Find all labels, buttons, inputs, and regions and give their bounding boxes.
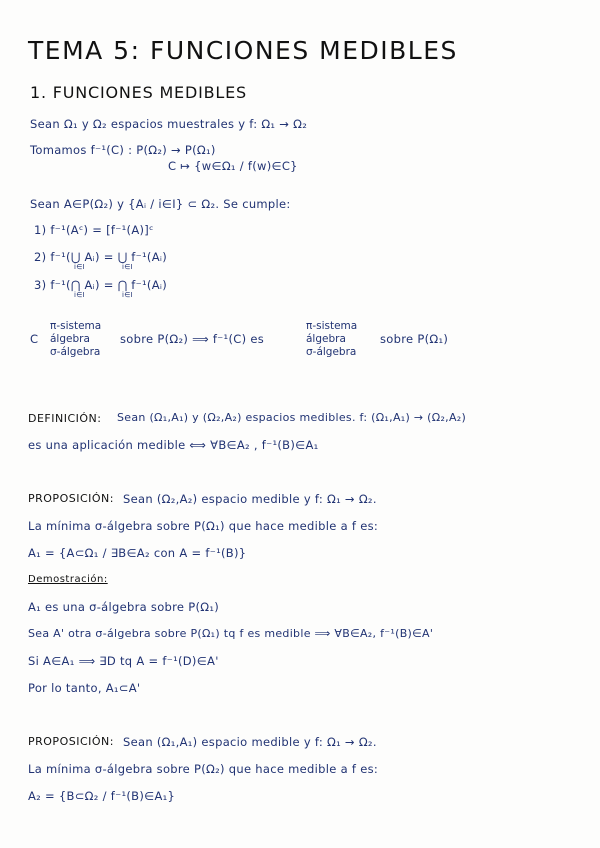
structure-stack-right (306, 320, 357, 359)
proposition1-line-2: La mínima σ-álgebra sobre P(Ω₁) que hace medible a f es: (28, 519, 379, 533)
index-label: i∈I (122, 291, 134, 299)
demonstration-line-3: Si A∈A₁ ⟹ ∃D tq A = f⁻¹(D)∈A' (28, 654, 219, 668)
stack-pi: π-sistema (50, 320, 102, 332)
proposition1-line-3: A₁ = {A⊂Ω₁ / ∃B∈A₂ con A = f⁻¹(B)} (28, 546, 247, 560)
property-2: 2) f⁻¹(⋃ Aᵢ) = ⋃ f⁻¹(Aᵢ) (34, 250, 168, 264)
demonstration-line-1: A₁ es una σ-álgebra sobre P(Ω₁) (28, 600, 220, 614)
section-heading: 1. FUNCIONES MEDIBLES (30, 83, 247, 102)
proposition2-line-3: A₂ = {B⊂Ω₂ / f⁻¹(B)∈A₁} (28, 789, 176, 803)
stack-sigma: σ-álgebra (306, 346, 357, 358)
proposition-label: PROPOSICIÓN: (28, 492, 114, 505)
property-1: 1) f⁻¹(Aᶜ) = [f⁻¹(A)]ᶜ (34, 223, 154, 237)
line-tomamos: Tomamos f⁻¹(C) : P(Ω₂) → P(Ω₁) (30, 143, 216, 157)
line-mapping: C ↦ {w∈Ω₁ / f(w)∈C} (168, 159, 298, 173)
c-middle: sobre P(Ω₂) ⟹ f⁻¹(C) es (120, 332, 264, 346)
definition-label: DEFINICIÓN: (28, 412, 102, 425)
c-prefix: C (30, 332, 39, 346)
definition-line-2: es una aplicación medible ⟺ ∀B∈A₂ , f⁻¹(B)∈A₁ (28, 438, 319, 452)
demonstration-line-4: Por lo tanto, A₁⊂A' (28, 681, 141, 695)
c-suffix: sobre P(Ω₁) (380, 332, 449, 346)
proposition2-line-2: La mínima σ-álgebra sobre P(Ω₂) que hace medible a f es: (28, 762, 379, 776)
stack-sigma: σ-álgebra (50, 346, 101, 358)
stack-algebra: álgebra (50, 333, 90, 345)
stack-algebra: álgebra (306, 333, 346, 345)
property-3: 3) f⁻¹(⋂ Aᵢ) = ⋂ f⁻¹(Aᵢ) (34, 278, 168, 292)
line-sean-A: Sean A∈P(Ω₂) y {Aᵢ / i∈I} ⊂ Ω₂. Se cumple: (30, 197, 291, 211)
demonstration-line-2: Sea A' otra σ-álgebra sobre P(Ω₁) tq f es medible ⟹ ∀B∈A₂, f⁻¹(B)∈A' (28, 627, 434, 640)
stack-pi: π-sistema (306, 320, 358, 332)
index-label: i∈I (74, 263, 86, 271)
line-sean-omega: Sean Ω₁ y Ω₂ espacios muestrales y f: Ω₁ → Ω₂ (30, 117, 308, 131)
proposition-label: PROPOSICIÓN: (28, 735, 114, 748)
structure-stack-left (50, 320, 101, 359)
demonstration-label: Demostración: (28, 574, 108, 585)
index-label: i∈I (122, 263, 134, 271)
proposition2-line-1: Sean (Ω₁,A₁) espacio medible y f: Ω₁ → Ω₂. (123, 735, 377, 749)
proposition1-line-1: Sean (Ω₂,A₂) espacio medible y f: Ω₁ → Ω₂. (123, 492, 377, 506)
definition-line-1: Sean (Ω₁,A₁) y (Ω₂,A₂) espacios medibles. f: (Ω₁,A₁) → (Ω₂,A₂) (117, 411, 467, 424)
index-label: i∈I (74, 291, 86, 299)
page-title: TEMA 5: FUNCIONES MEDIBLES (28, 36, 458, 65)
